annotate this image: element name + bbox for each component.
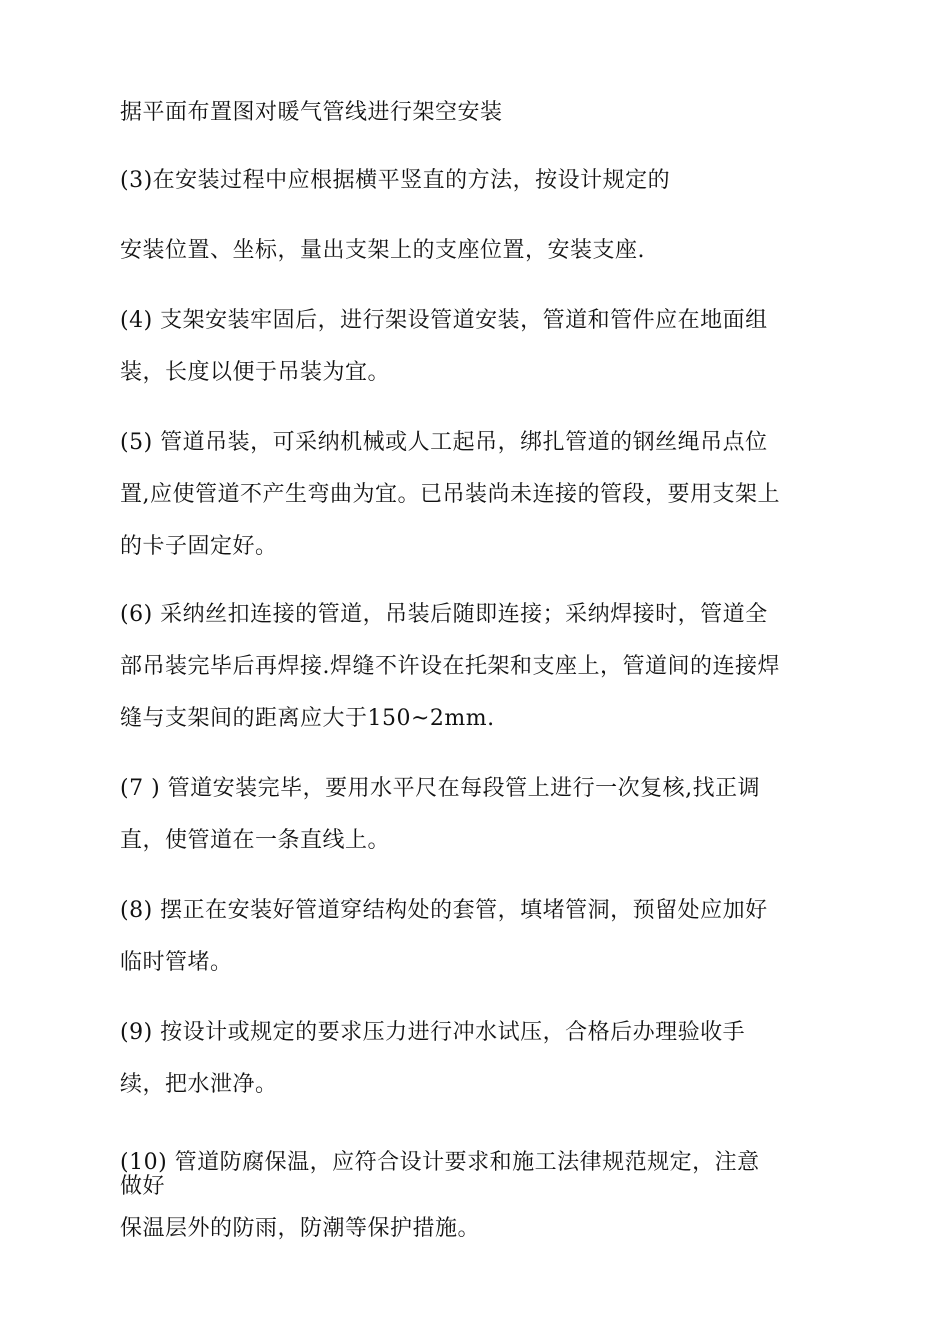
text-line: 续，把水泄净。: [120, 1072, 278, 1097]
text-line: 缝与支架间的距离应大于150~2mm.: [120, 706, 495, 731]
text-line: (9) 按设计或规定的要求压力进行冲水试压，合格后办理验收手: [120, 1020, 746, 1045]
text-line: (10) 管道防腐保温，应符合设计要求和施工法律规范规定，注意: [120, 1150, 760, 1175]
text-line: 临时管堵。: [120, 950, 233, 975]
text-line: 安装位置、坐标，量出支架上的支座位置，安装支座.: [120, 238, 645, 263]
text-line: 保温层外的防雨，防潮等保护措施。: [120, 1216, 481, 1241]
text-line: (6) 采纳丝扣连接的管道，吊装后随即连接；采纳焊接时，管道全: [120, 602, 768, 627]
text-line: (3)在安装过程中应根据横平竖直的方法，按设计规定的: [120, 168, 671, 193]
text-line: 做好: [120, 1174, 166, 1199]
text-line: 装，长度以便于吊装为宜。: [120, 360, 391, 385]
text-line: 置,应使管道不产生弯曲为宜。已吊装尚未连接的管段，要用支架上: [120, 482, 780, 507]
text-line: (8) 摆正在安装好管道穿结构处的套管，填堵管洞，预留处应加好: [120, 898, 768, 923]
text-line: 据平面布置图对暖气管线进行架空安装: [120, 100, 503, 125]
text-line: (5) 管道吊装，可采纳机械或人工起吊，绑扎管道的钢丝绳吊点位: [120, 430, 768, 455]
text-line: (4) 支架安装牢固后，进行架设管道安装，管道和管件应在地面组: [120, 308, 768, 333]
text-line: 直，使管道在一条直线上。: [120, 828, 391, 853]
text-line: (7 ) 管道安装完毕，要用水平尺在每段管上进行一次复核,找正调: [120, 776, 761, 801]
text-line: 部吊装完毕后再焊接.焊缝不许设在托架和支座上，管道间的连接焊: [120, 654, 780, 679]
text-line: 的卡子固定好。: [120, 534, 278, 559]
